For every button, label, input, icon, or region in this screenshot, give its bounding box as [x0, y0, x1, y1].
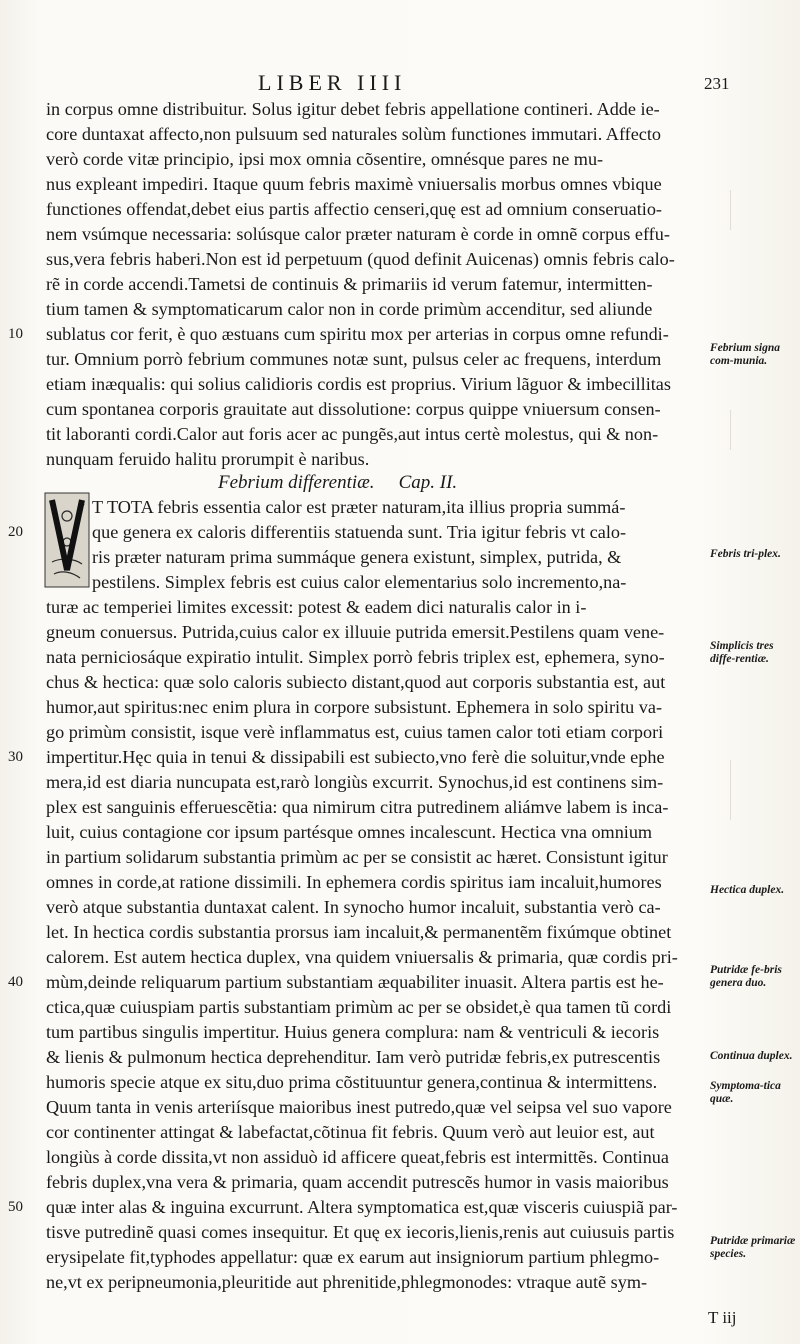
- text-line: chus & hectica: quæ solo caloris subiecto distant,quod aut corporis substantia est, aut: [46, 672, 666, 692]
- chapter-number: Cap. II.: [398, 472, 458, 493]
- text-line: pestilens. Simplex febris est cuius calor elementarius solo incremento,na-: [92, 572, 627, 592]
- text-line: nus expleant impediri. Itaque quum febris maximè vniuersalis morbus omnes vbique: [46, 174, 662, 194]
- text-line: impertitur.Hęc quia in tenui & dissipabili est subiecto,vno ferè die soluitur,vnde ephe: [46, 747, 665, 767]
- text-line: gneum conuersus. Putrida,cuius calor ex illuuie putrida emersit.Pestilens quam vene-: [46, 622, 665, 642]
- text-line: longiùs à corde dissita,vt non assiduò id afficere queat,febris est intermittẽs. Continua: [46, 1147, 669, 1167]
- bleed-through-mark: [730, 190, 791, 230]
- line-number: 40: [8, 974, 23, 990]
- text-line: sublatus cor ferit, è quo æstuans cum spiritu mox per arterias in corpus omne refundi-: [46, 324, 669, 344]
- text-line: ne,vt ex peripneumonia,pleuritide aut phrenitide,phlegmonodes: vtraque autẽ sym-: [46, 1272, 648, 1292]
- marginal-note: Putridæ primariæ species.: [710, 1235, 796, 1260]
- text-line: plex est sanguinis efferuescẽtia: qua nimirum citra putredinem aliámve labem is inca-: [46, 797, 669, 817]
- marginal-note: Simplicis tres diffe-rentiæ.: [710, 640, 774, 665]
- line-number: 10: [8, 326, 23, 342]
- text-line: nunquam feruido halitu prorumpit è naribus.: [46, 449, 370, 469]
- text-line: nata perniciosáque expiratio intulit. Simplex porrò febris triplex est, ephemera, syno-: [46, 647, 665, 667]
- text-line: & lienis & pulmonum hectica deprehenditur. Iam verò putridæ febris,ex putrescentis: [46, 1047, 661, 1067]
- text-line: in corpus omne distribuitur. Solus igitur debet febris appellatione contineri. Adde ie-: [46, 99, 660, 119]
- text-line: etiam inæqualis: qui solius calidioris cordis est proprius. Virium lãguor & imbecillitas: [46, 374, 671, 394]
- text-line: humor,aut spiritus:nec enim plura in corpore subsistunt. Ephemera in solo spiritu va-: [46, 697, 663, 717]
- text-line: humoris specie atque ex situ,duo prima cõstituuntur genera,continua & intermittens.: [46, 1072, 658, 1092]
- marginal-note: Symptoma-tica quæ.: [710, 1080, 781, 1105]
- text-line: tur. Omnium porrò febrium communes notæ sunt, pulsus celer ac frequens, interdum: [46, 349, 662, 369]
- text-line: sus,vera febris haberi.Non est id perpetuum (quod definit Auicenas) omnis febris calo-: [46, 249, 675, 269]
- text-line: cum spontanea corporis grauitate aut dissolutione: corpus quippe vniuersum consen-: [46, 399, 661, 419]
- line-number: 50: [8, 1199, 23, 1215]
- text-line: rẽ in corde accendi.Tametsi de continuis & primariis id verum fatemur, intermitten-: [46, 274, 653, 294]
- chapter-title: Febrium differentiæ.: [218, 472, 375, 493]
- text-line: que genera ex caloris differentiis statuenda sunt. Tria igitur febris vt calo-: [92, 522, 627, 542]
- text-line: core duntaxat affecto,non pulsuum sed naturales solùm functiones immutari. Affecto: [46, 124, 662, 144]
- text-line: tum partibus singulis impertitur. Huius genera complura: nam & ventriculi & iecoris: [46, 1022, 660, 1042]
- text-line: verò atque substantia duntaxat calent. In synocho humor incaluit, substantia verò ca-: [46, 897, 661, 917]
- running-header: LIBER IIII: [258, 70, 407, 95]
- text-line: Quum tanta in venis arteriísque maioribus inest putredo,quæ vel seipsa vel suo vapore: [46, 1097, 672, 1117]
- chapter-heading: [218, 472, 457, 494]
- text-line: T TOTA febris essentia calor est præter naturam,ita illius propria summá-: [92, 497, 626, 517]
- text-line: luit, cuius contagione cor ipsum partésque omnes incalescunt. Hectica vna omnium: [46, 822, 653, 842]
- marginal-note: Hectica duplex.: [710, 884, 785, 896]
- decorated-initial-v: [44, 492, 90, 588]
- text-line: quæ inter alas & inguina excurrunt. Altera symptomatica est,quæ visceris cuiuspiã par-: [46, 1197, 678, 1217]
- text-line: ctica,quæ cuiuspiam partis substantiam primùm ac per se obsidet,è qua tamen tũ cordi: [46, 997, 672, 1017]
- bleed-through-mark: [730, 760, 791, 820]
- text-line: mera,id est diaria nuncupata est,rarò longiùs excurrit. Synochus,id est continens sim-: [46, 772, 664, 792]
- bleed-through-mark: [730, 410, 791, 450]
- text-line: tisve putredinẽ quasi comes insequitur. Et quę ex iecoris,lienis,renis aut cuiusuis partis: [46, 1222, 675, 1242]
- page-number: 231: [704, 74, 730, 93]
- marginal-note: Febrium signa com-munia.: [710, 342, 780, 367]
- text-line: calorem. Est autem hectica duplex, vna quidem vniuersalis & primaria, quæ cordis pri-: [46, 947, 678, 967]
- text-line: nem vsúmque necessaria: solúsque calor præter naturam è corde in omnẽ corpus effu-: [46, 224, 670, 244]
- marginal-note: Putridæ fe-bris genera duo.: [710, 964, 782, 989]
- line-number: 20: [8, 524, 23, 540]
- text-line: cor continenter attingat & labefactat,cõtinua fit febris. Quum verò aut leuior est, aut: [46, 1122, 655, 1142]
- text-line: verò corde vitæ principio, ipsi mox omnia cõsentire, omnésque pares ne mu-: [46, 149, 604, 169]
- text-line: tit laboranti cordi.Calor aut foris acer ac pungẽs,aut intus certè molestus, qui & non-: [46, 424, 659, 444]
- text-line: omnes in corde,at ratione dissimili. In ephemera cordis spiritus iam incaluit,humores: [46, 872, 662, 892]
- text-line: in partium solidarum substantia primùm ac per se consistit ac hæret. Consistunt igitur: [46, 847, 668, 867]
- text-line: go primùm consistit, isque verè inflammatus est, cuius tamen calor toti etiam corpori: [46, 722, 664, 742]
- text-line: ris præter naturam prima summáque genera existunt, simplex, putrida, &: [92, 547, 622, 567]
- signature-mark: T iij: [708, 1308, 737, 1327]
- text-line: febris duplex,vna vera & primaria, quam accendit putrescẽs humor in vasis maioribus: [46, 1172, 669, 1192]
- text-line: let. In hectica cordis substantia prorsus iam incaluit,& permanentẽm fixúmque obtinet: [46, 922, 672, 942]
- text-line: erysipelate fit,typhodes appellatur: quæ ex earum aut insigniorum partium phlegmo-: [46, 1247, 660, 1267]
- marginal-note: Febris tri-plex.: [710, 548, 781, 560]
- text-line: mùm,deinde reliquarum partium substantiam æquabiliter inuasit. Altera partis est he-: [46, 972, 664, 992]
- line-number: 30: [8, 749, 23, 765]
- text-line: turæ ac temperiei limites excessit: potest & eadem dici naturalis calor in i-: [46, 597, 587, 617]
- text-line: tium tamen & symptomaticarum calor non in corde primùm accenditur, sed aliunde: [46, 299, 653, 319]
- text-line: functiones offendat,debet eius partis affectio censeri,quę est ad omnium conseruatio-: [46, 199, 662, 219]
- marginal-note: Continua duplex.: [710, 1050, 793, 1062]
